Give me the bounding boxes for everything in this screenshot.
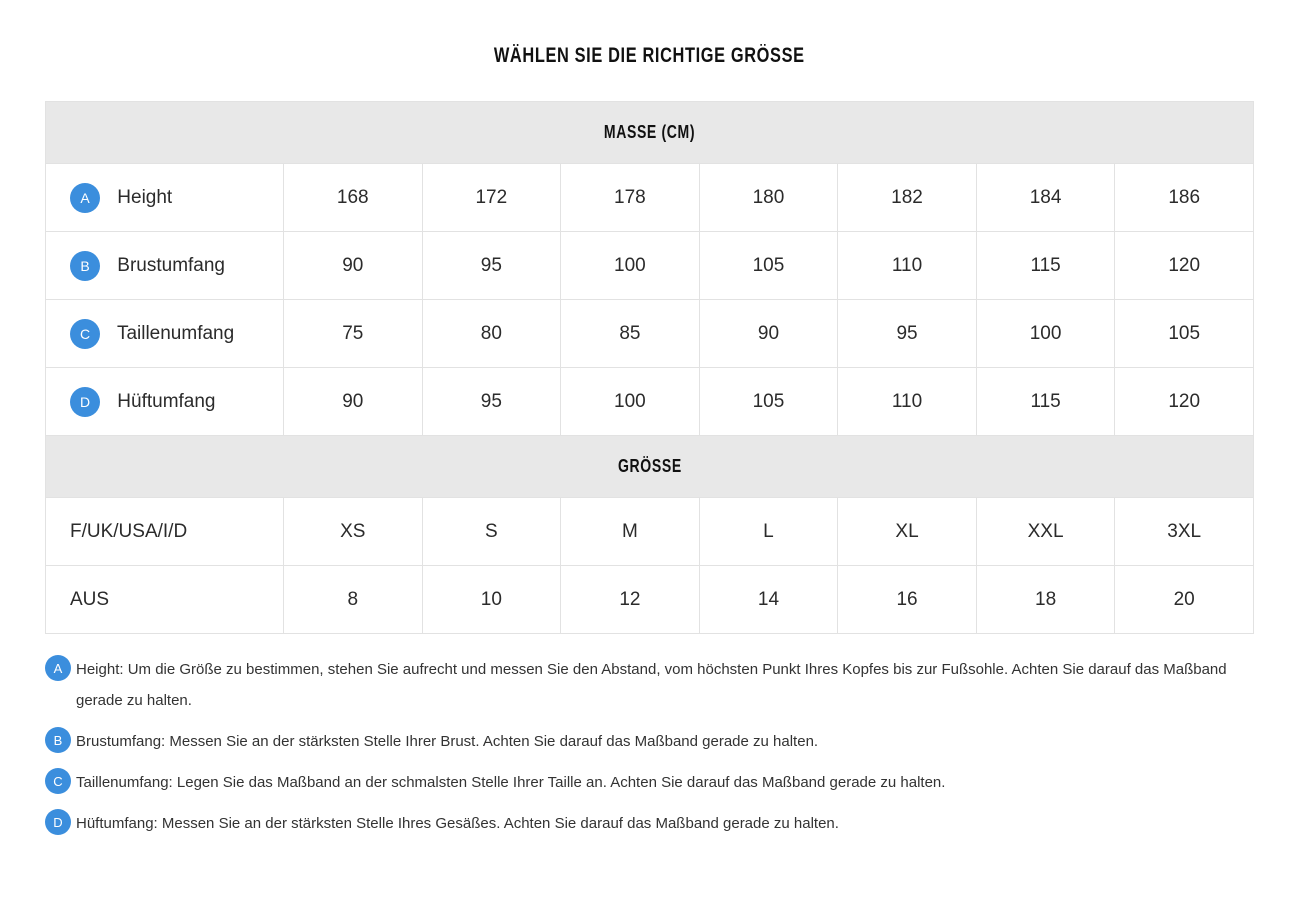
table-section-sizes: [46, 436, 1254, 498]
table-row-chest: [46, 232, 1254, 300]
row-label-chest: [46, 232, 284, 300]
cell-intl-xs: XS: [284, 498, 423, 566]
cell-aus-xxl: 18: [976, 566, 1115, 634]
cell-chest-l: 105: [699, 232, 838, 300]
footnote-waist-text: Taillenumfang: Legen Sie das Maßband an der schmalsten Stelle Ihrer Taille an. Achten Sie darauf das Maßband gerade zu halten.: [76, 774, 946, 791]
letter-badge-a: A: [70, 183, 100, 213]
row-label-hip-text: Hüftumfang: [117, 390, 216, 412]
table-row-hip: [46, 368, 1254, 436]
row-label-height-text: Height: [117, 186, 173, 208]
cell-chest-m: 100: [561, 232, 700, 300]
cell-intl-m: M: [561, 498, 700, 566]
cell-waist-m: 85: [561, 300, 700, 368]
cell-waist-xxl: 100: [976, 300, 1115, 368]
table-row-aus-sizes: [46, 566, 1254, 634]
cell-hip-m: 100: [561, 368, 700, 436]
cell-chest-xl: 110: [838, 232, 977, 300]
letter-badge-d-footnote: D: [45, 809, 71, 835]
footnote-height-text: Height: Um die Größe zu bestimmen, stehen Sie aufrecht und messen Sie den Abstand, vom höchsten Punkt Ihres Kopfes bis zur Fußsohle. Achten Sie darauf das Maßband gerade zu halten.: [76, 661, 1227, 709]
letter-badge-b-footnote: B: [45, 727, 71, 753]
cell-waist-3xl: 105: [1115, 300, 1254, 368]
cell-waist-l: 90: [699, 300, 838, 368]
row-label-aus-sizes: AUS: [46, 566, 284, 634]
cell-hip-xxl: 115: [976, 368, 1115, 436]
row-label-intl-sizes: F/UK/USA/I/D: [46, 498, 284, 566]
letter-badge-c: C: [70, 319, 100, 349]
cell-intl-xxl: XXL: [976, 498, 1115, 566]
cell-waist-xl: 95: [838, 300, 977, 368]
cell-hip-l: 105: [699, 368, 838, 436]
cell-hip-xs: 90: [284, 368, 423, 436]
cell-intl-l: L: [699, 498, 838, 566]
cell-aus-xs: 8: [284, 566, 423, 634]
row-label-hip: [46, 368, 284, 436]
sizes-section-header: [46, 436, 1254, 498]
cell-height-xl: 182: [838, 164, 977, 232]
footnote-height: [45, 654, 1260, 716]
cell-height-s: 172: [422, 164, 561, 232]
sizes-section-header-text: GRÖSSE: [617, 456, 682, 476]
measurements-section-header: [46, 102, 1254, 164]
cell-hip-s: 95: [422, 368, 561, 436]
size-guide-page: [0, 44, 1298, 904]
row-label-height: [46, 164, 284, 232]
cell-intl-s: S: [422, 498, 561, 566]
cell-intl-3xl: 3XL: [1115, 498, 1254, 566]
table-row-waist: [46, 300, 1254, 368]
footnote-chest-text: Brustumfang: Messen Sie an der stärksten Stelle Ihrer Brust. Achten Sie darauf das Maßband gerade zu halten.: [76, 733, 819, 750]
cell-chest-s: 95: [422, 232, 561, 300]
letter-badge-a-footnote: A: [45, 655, 71, 681]
footnotes-section: [45, 654, 1260, 839]
letter-badge-b: B: [70, 251, 100, 281]
page-title: [0, 44, 1298, 68]
cell-chest-xs: 90: [284, 232, 423, 300]
table-section-measurements: [46, 102, 1254, 164]
footnote-hip-text: Hüftumfang: Messen Sie an der stärksten Stelle Ihres Gesäßes. Achten Sie darauf das Maßband gerade zu halten.: [76, 815, 839, 832]
size-table: [45, 101, 1254, 634]
cell-aus-l: 14: [699, 566, 838, 634]
cell-hip-3xl: 120: [1115, 368, 1254, 436]
cell-waist-xs: 75: [284, 300, 423, 368]
cell-height-3xl: 186: [1115, 164, 1254, 232]
row-label-waist-text: Taillenumfang: [116, 322, 235, 344]
cell-chest-xxl: 115: [976, 232, 1115, 300]
cell-aus-m: 12: [561, 566, 700, 634]
cell-chest-3xl: 120: [1115, 232, 1254, 300]
table-row-height: [46, 164, 1254, 232]
cell-intl-xl: XL: [838, 498, 977, 566]
letter-badge-d: D: [70, 387, 100, 417]
row-label-chest-text: Brustumfang: [117, 254, 226, 276]
cell-hip-xl: 110: [838, 368, 977, 436]
row-label-waist: [46, 300, 284, 368]
cell-waist-s: 80: [422, 300, 561, 368]
table-row-intl-sizes: [46, 498, 1254, 566]
measurements-section-header-text: MASSE (CM): [603, 122, 696, 142]
letter-badge-c-footnote: C: [45, 768, 71, 794]
cell-aus-s: 10: [422, 566, 561, 634]
cell-height-l: 180: [699, 164, 838, 232]
cell-height-xxl: 184: [976, 164, 1115, 232]
footnote-chest: [45, 726, 1260, 757]
cell-height-m: 178: [561, 164, 700, 232]
cell-aus-3xl: 20: [1115, 566, 1254, 634]
footnote-waist: [45, 767, 1260, 798]
cell-height-xs: 168: [284, 164, 423, 232]
page-title-text: WÄHLEN SIE DIE RICHTIGE GRÖSSE: [493, 44, 805, 67]
cell-aus-xl: 16: [838, 566, 977, 634]
footnote-hip: [45, 808, 1260, 839]
